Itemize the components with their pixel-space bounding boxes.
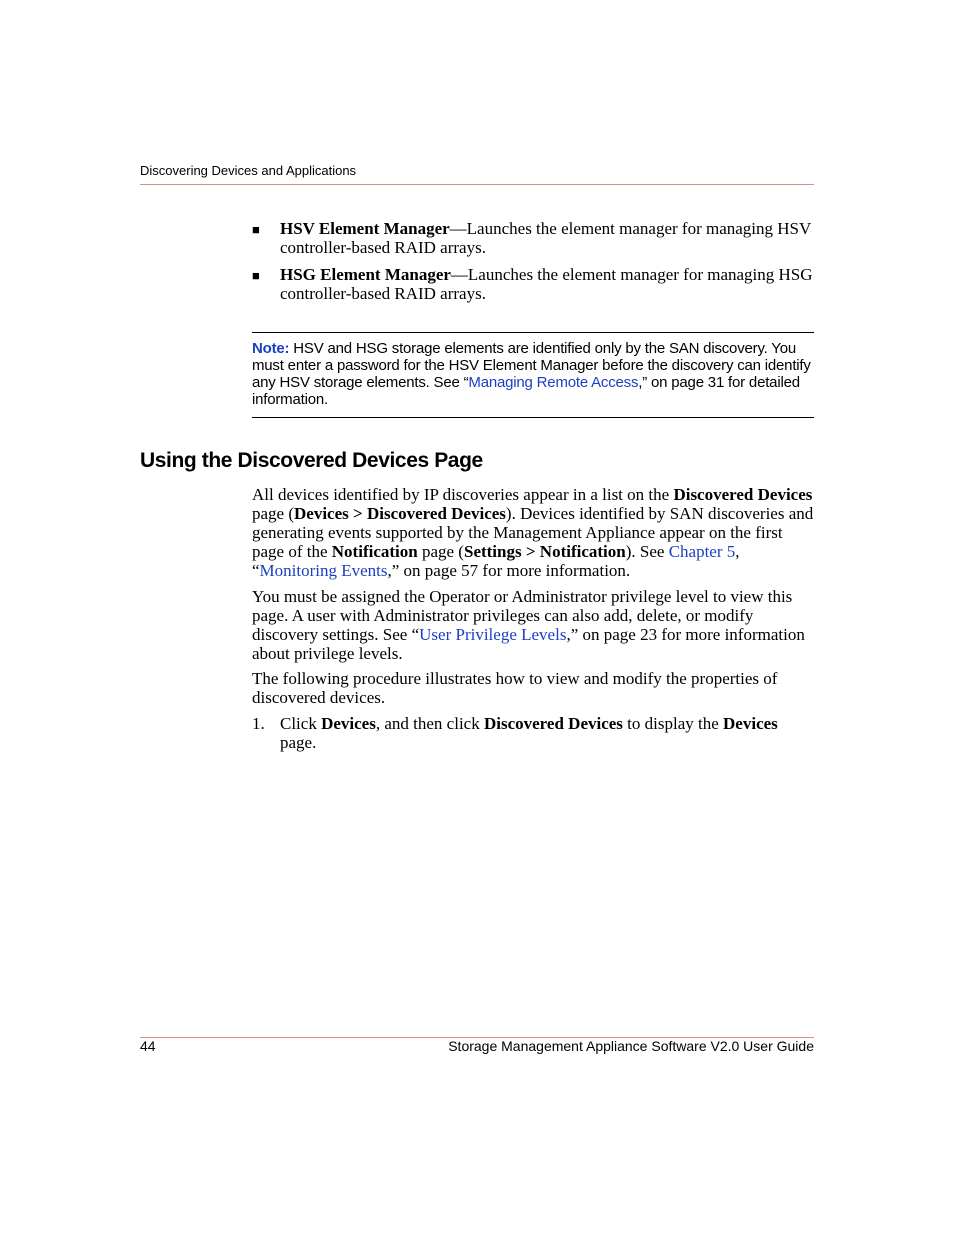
page-number: 44 <box>140 1038 156 1054</box>
bullet-list <box>252 219 814 311</box>
text: The following procedure illustrates how to view and modify the properties of discovered devices. <box>252 669 778 707</box>
text: ,” on page 57 for more information. <box>387 561 631 580</box>
text: page ( <box>252 504 295 523</box>
text: Click <box>280 714 322 733</box>
link-chapter-5[interactable]: Chapter 5 <box>668 542 736 561</box>
bullet-item-hsv <box>252 219 814 257</box>
note-box <box>252 332 814 418</box>
bold-text: Discovered Devices <box>483 714 623 733</box>
bold-text: Devices <box>321 714 376 733</box>
note-text-end: ,” on page 31 for detailed information. <box>252 374 800 408</box>
text: to display the <box>622 714 724 733</box>
step-number: 1. <box>252 714 265 733</box>
text: ). Devices identified by SAN discoveries and generating events supported by the Management Appliance appear on the first page of the <box>252 504 814 561</box>
text: page ( <box>417 542 464 561</box>
bold-text: Notification <box>331 542 418 561</box>
text: page. <box>280 733 317 752</box>
bullet-text: —Launches the element manager for managing HSV controller-based RAID arrays. <box>280 219 811 257</box>
paragraph-procedure-intro <box>252 669 814 707</box>
bold-text: Discovered Devices <box>673 485 813 504</box>
paragraph-privileges <box>252 587 814 663</box>
link-monitoring-events[interactable]: Monitoring Events <box>259 561 388 580</box>
bold-text: Devices <box>723 714 778 733</box>
square-bullet-icon: ■ <box>252 268 260 283</box>
note-label: Note: <box>252 340 290 357</box>
section-heading: Using the Discovered Devices Page <box>140 449 483 472</box>
footer-title: Storage Management Appliance Software V2.0 User Guide <box>448 1038 814 1054</box>
text: All devices identified by IP discoveries appear in a list on the <box>252 485 674 504</box>
link-user-privilege-levels[interactable]: User Privilege Levels <box>419 625 567 644</box>
bullet-term: HSG Element Manager <box>280 265 451 284</box>
header-rule <box>140 184 814 185</box>
procedure-step-1 <box>252 714 814 752</box>
bold-text: Devices > Discovered Devices <box>294 504 506 523</box>
text: , and then click <box>375 714 484 733</box>
link-managing-remote-access[interactable]: Managing Remote Access <box>468 374 639 391</box>
bullet-term: HSV Element Manager <box>280 219 450 238</box>
text: ). See <box>625 542 669 561</box>
bold-text: Settings > Notification <box>463 542 626 561</box>
paragraph-discovered-devices <box>252 485 814 580</box>
square-bullet-icon: ■ <box>252 222 260 237</box>
bullet-text: —Launches the element manager for managing HSG controller-based RAID arrays. <box>280 265 813 303</box>
text: You must be assigned the Operator or Administrator privilege level to view this page. A user with Administrator privileges can also add, delete, or modify discovery settings. See “ <box>252 587 793 644</box>
text: , “ <box>252 542 740 580</box>
text: ,” on page 23 for more information about privilege levels. <box>252 625 805 663</box>
note-text: HSV and HSG storage elements are identified only by the SAN discovery. You must enter a password for the HSV Element Manager before the discovery can identify any HSV storage elements. See “ <box>252 340 811 391</box>
running-header: Discovering Devices and Applications <box>140 163 357 178</box>
bullet-item-hsg <box>252 265 814 303</box>
